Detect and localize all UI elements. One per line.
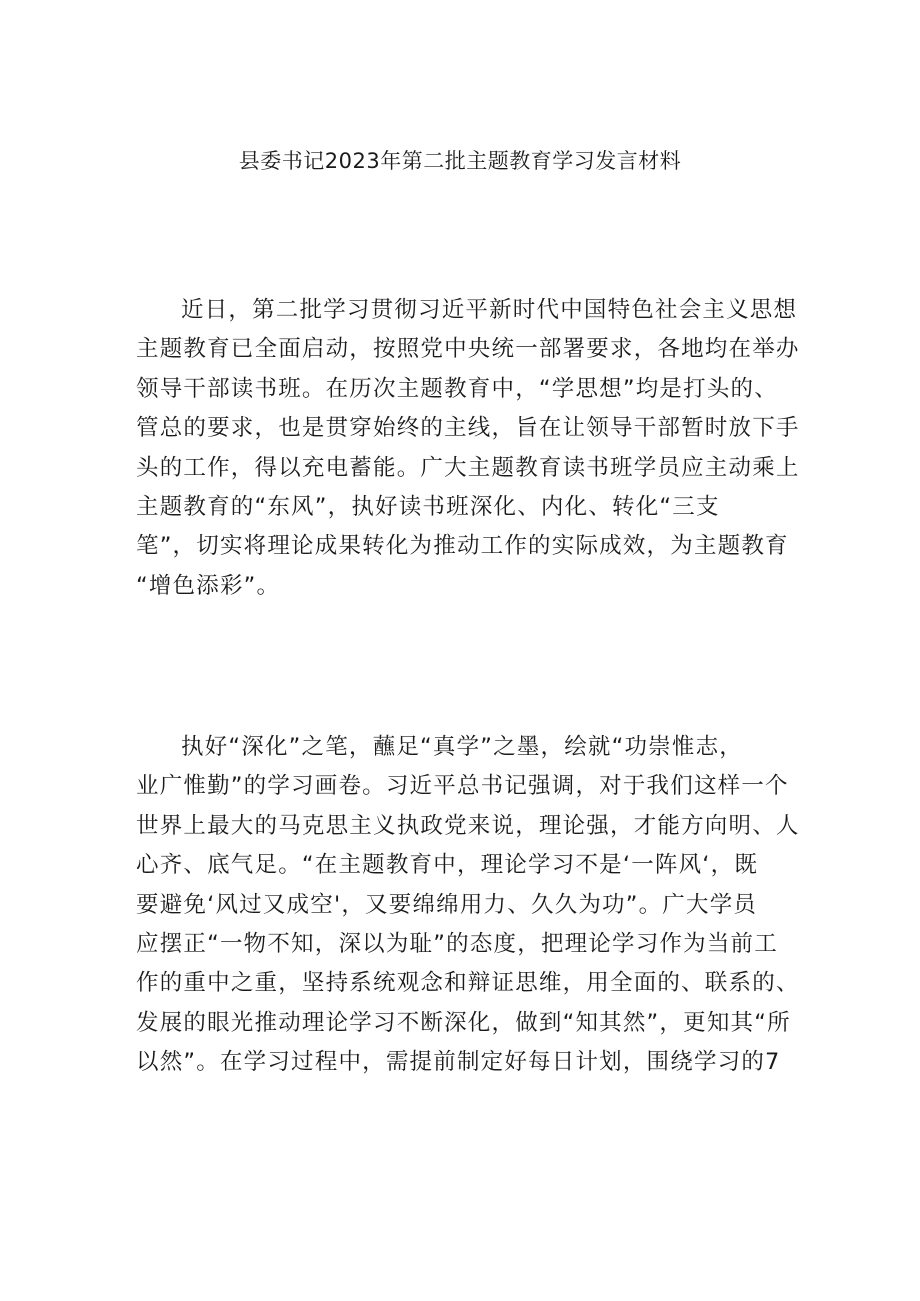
paragraph-line: 发展的眼光推动理论学习不断深化，做到“知其然”，更知其“所 — [136, 1009, 791, 1036]
paragraph-line: 笔”，切实将理论成果转化为推动工作的实际成效，为主题教育 — [136, 533, 789, 560]
paragraph-line: 作的重中之重，坚持系统观念和辩证思维，用全面的、联系的、 — [136, 970, 800, 997]
paragraph-line: 业广惟勤”的学习画卷。习近平总书记强调，对于我们这样一个 — [136, 773, 789, 800]
body-paragraph — [136, 291, 816, 606]
paragraph-line: 领导干部读书班。在历次主题教育中，“学思想”均是打头的、 — [136, 375, 778, 402]
paragraph-line: 以然”。在学习过程中，需提前制定好每日计划，围绕学习的7 — [136, 1049, 781, 1076]
body-paragraph — [136, 728, 816, 1083]
paragraph-line: 要避免‘风过又成空'，又要绵绵用力、久久为功”。广大学员 — [136, 891, 758, 918]
paragraph-line: 世界上最大的马克思主义执政党来说，理论强，才能方向明、人 — [136, 812, 800, 839]
paragraph-line: 近日，第二批学习贯彻习近平新时代中国特色社会主义思想 — [181, 297, 798, 323]
document-title: 县委书记2023年第二批主题教育学习发言材料 — [238, 149, 682, 173]
paragraph-line: 主题教育已全面启动，按照党中央统一部署要求，各地均在举办 — [136, 336, 800, 363]
paragraph-line: 主题教育的“东风”，执好读书班深化、内化、转化“三支 — [136, 493, 720, 520]
paragraph-line: 管总的要求，也是贯穿始终的主线，旨在让领导干部暂时放下手 — [136, 415, 800, 442]
paragraph-line: 应摆正“一物不知，深以为耻”的态度，把理论学习作为当前工 — [136, 930, 778, 957]
paragraph-line: 心齐、底气足。“在主题教育中，理论学习不是‘一阵风‘，既 — [136, 852, 759, 879]
paragraph-line: 执好“深化”之笔，蘸足“真学”之墨，绘就“功崇惟志， — [181, 734, 743, 760]
paragraph-line: 头的工作，得以充电蓄能。广大主题教育读书班学员应主动乘上 — [136, 454, 800, 481]
paragraph-line: “增色添彩”。 — [136, 572, 281, 599]
